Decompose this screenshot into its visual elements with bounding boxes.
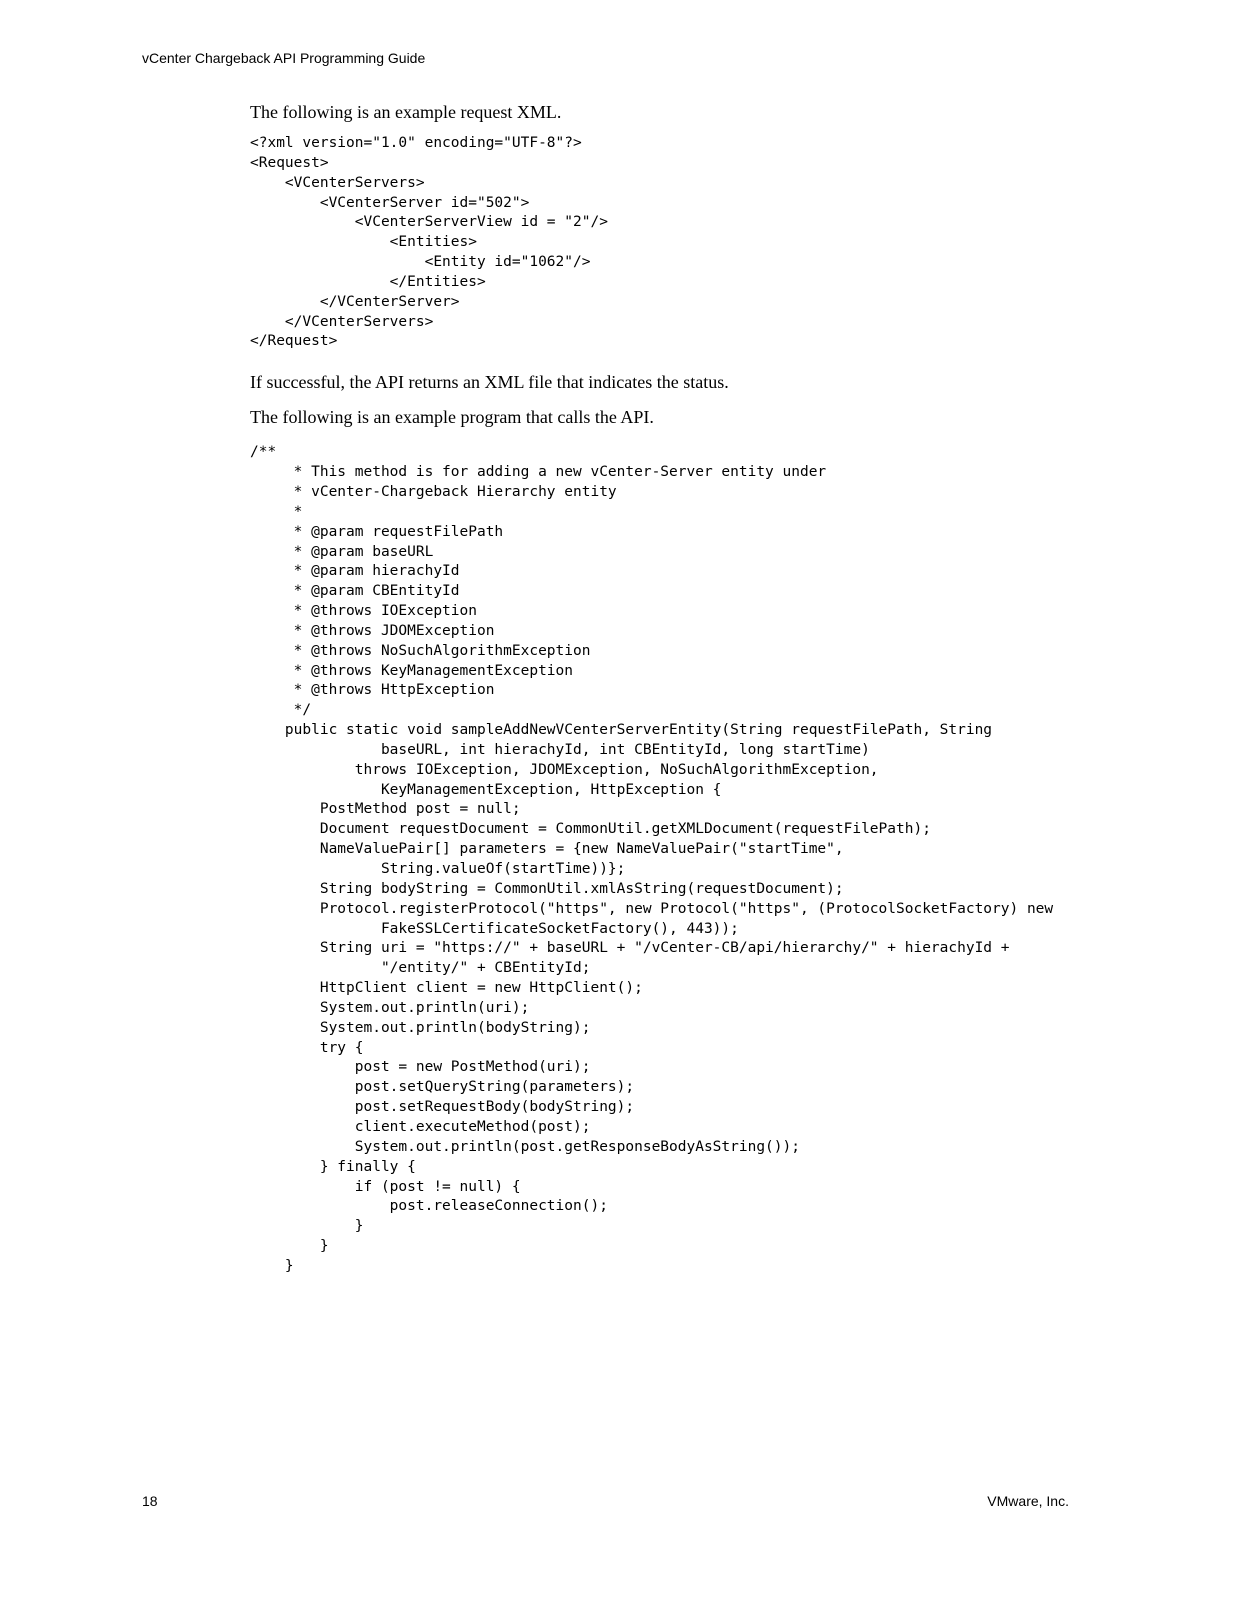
- footer-company: VMware, Inc.: [987, 1493, 1069, 1509]
- page-number: 18: [142, 1493, 158, 1509]
- status-paragraph: If successful, the API returns an XML file that indicates the status.: [250, 372, 729, 393]
- intro-xml-paragraph: The following is an example request XML.: [250, 102, 562, 122]
- request-xml-code-block: <?xml version="1.0" encoding="UTF-8"?> <Request> <VCenterServers> <VCenterServer id="502"> <VCenterServerView id = "2"/> <Entities> <Entity id="1062"/> </Entities> </VCenterServer> </VCenterServers> </Request>: [250, 135, 608, 350]
- running-header: vCenter Chargeback API Programming Guide: [142, 50, 426, 66]
- java-code-block: /** * This method is for adding a new vCenter-Server entity under * vCenter-Chargeback Hierarchy entity * * @param requestFilePath * @param baseURL * @param hierachyId * @param CBEntityId * @throws IOException * @throws JDOMException * @throws NoSuchAlgorithmException * @throws KeyManagementException * @throws HttpException */ public static void sampleAddNewVCenterServerEntity(String requestFilePath, String baseURL, int hierachyId, int CBEntityId, long startTime) throws IOException, JDOMException, NoSuchAlgorithmException, KeyManagementException, HttpException { PostMethod post = null; Document requestDocument = CommonUtil.getXMLDocument(requestFilePath); NameValuePair[] parameters = {new NameValuePair("startTime", String.valueOf(startTime))}; String bodyString = CommonUtil.xmlAsString(requestDocument); Protocol.registerProtocol("https", new Protocol("https", (ProtocolSocketFactory) new FakeSSLCertificateSocketFactory(), 443)); String uri = "https://" + baseURL + "/vCenter-CB/api/hierarchy/" + hierachyId + "/entity/" + CBEntityId; HttpClient client = new HttpClient(); System.out.println(uri); System.out.println(bodyString); try { post = new PostMethod(uri); post.setQueryString(parameters); post.setRequestBody(bodyString); client.executeMethod(post); System.out.println(post.getResponseBodyAsString()); } finally { if (post != null) { post.releaseConnection(); } } }: [250, 444, 1054, 1274]
- page-content: [250, 100, 1150, 1277]
- intro-program-paragraph: The following is an example program that calls the API.: [250, 407, 654, 428]
